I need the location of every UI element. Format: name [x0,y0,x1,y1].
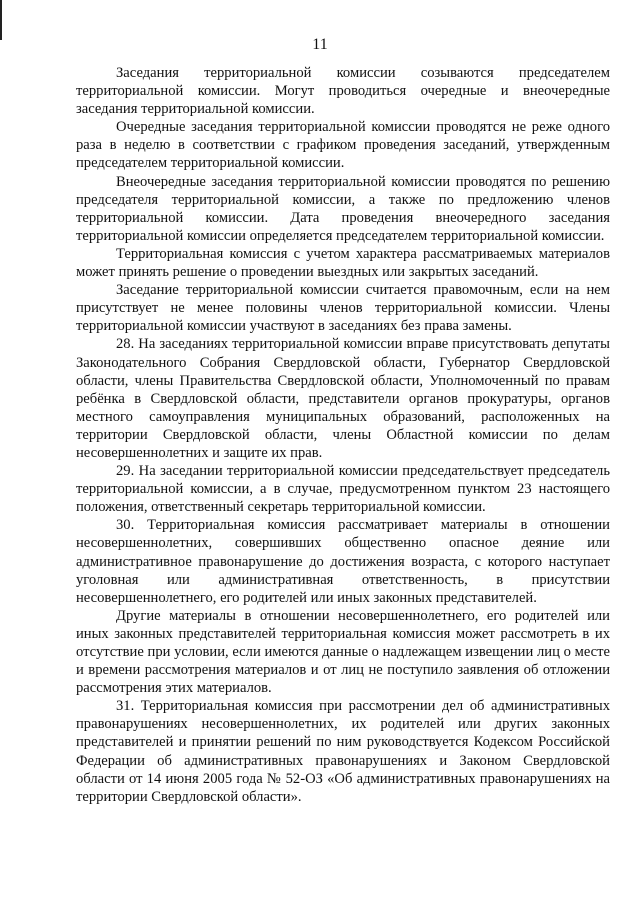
paragraph-other-materials: Другие материалы в отношении несовершеннолетнего, его родителей или иных законных представителей территориальная комиссия может рассмотреть в их отсутствие при условии, если имеются данные о надлежащем извещении лиц о месте и времени рассмотрения материалов и от лиц не поступило заявления об отложении рассмотрения этих материалов. [76,607,610,697]
paragraph-extraordinary-sessions: Внеочередные заседания территориальной комиссии проводятся по решению председателя территориальной комиссии, а также по предложению членов территориальной комиссии. Дата проведения внеочередного заседания территориальной комиссии определяется председателем территориальной комиссии. [76,173,610,244]
paragraph-item-31: 31. Территориальная комиссия при рассмотрении дел об административных правонарушениях несовершеннолетних, их родителей или других законных представителей и принятии решений по ним руководствуется Кодексом Российской Федерации об административных правонарушениях и Законом Свердловской области от 14 июня 2005 года № 52-ОЗ «Об административных правонарушениях на территории Свердловской области». [76,698,610,805]
paragraph-item-30: 30. Территориальная комиссия рассматривает материалы в отношении несовершеннолетних, совершивших общественно опасное деяние или административное правонарушение до достижения возраста, с которого наступает уголовная или административная ответственность, в присутствии несовершеннолетнего, его родителей или иных законных представителей. [76,517,610,606]
paragraph-sessions-convened: Заседания территориальной комиссии созываются председателем территориальной комиссии. Могут проводиться очередные и внеочередные заседания территориальной комиссии. [76,65,610,118]
paragraph-item-29: 29. На заседании территориальной комиссии председательствует председатель территориальной комиссии, а в случае, предусмотренном пунктом 23 настоящего положения, ответственный секретарь территориальной комиссии. [76,463,610,516]
paragraph-closed-sessions: Территориальная комиссия с учетом характера рассматриваемых материалов может принять решение о проведении выездных или закрытых заседаний. [76,245,610,281]
page-number: 11 [312,36,328,53]
margin-mark [0,0,2,40]
paragraph-item-28: 28. На заседаниях территориальной комиссии вправе присутствовать депутаты Законодательного Собрания Свердловской области, Губернатор Свердловской области, члены Правительства Свердловской области, Уполномоченный по правам ребёнка в Свердловской области, представители органов прокуратуры, органов местного самоуправления муниципальных образований, расположенных на территории Свердловской области, члены Областной комиссии по делам несовершеннолетних и защите их прав. [76,336,610,461]
paragraph-regular-sessions: Очередные заседания территориальной комиссии проводятся не реже одного раза в неделю в соответствии с графиком проведения заседаний, утвержденным председателем территориальной комиссии. [76,119,610,172]
page-body [76,64,610,806]
paragraph-quorum: Заседание территориальной комиссии считается правомочным, если на нем присутствует не менее половины членов территориальной комиссии. Члены территориальной комиссии участвуют в заседаниях без права замены. [76,282,610,335]
